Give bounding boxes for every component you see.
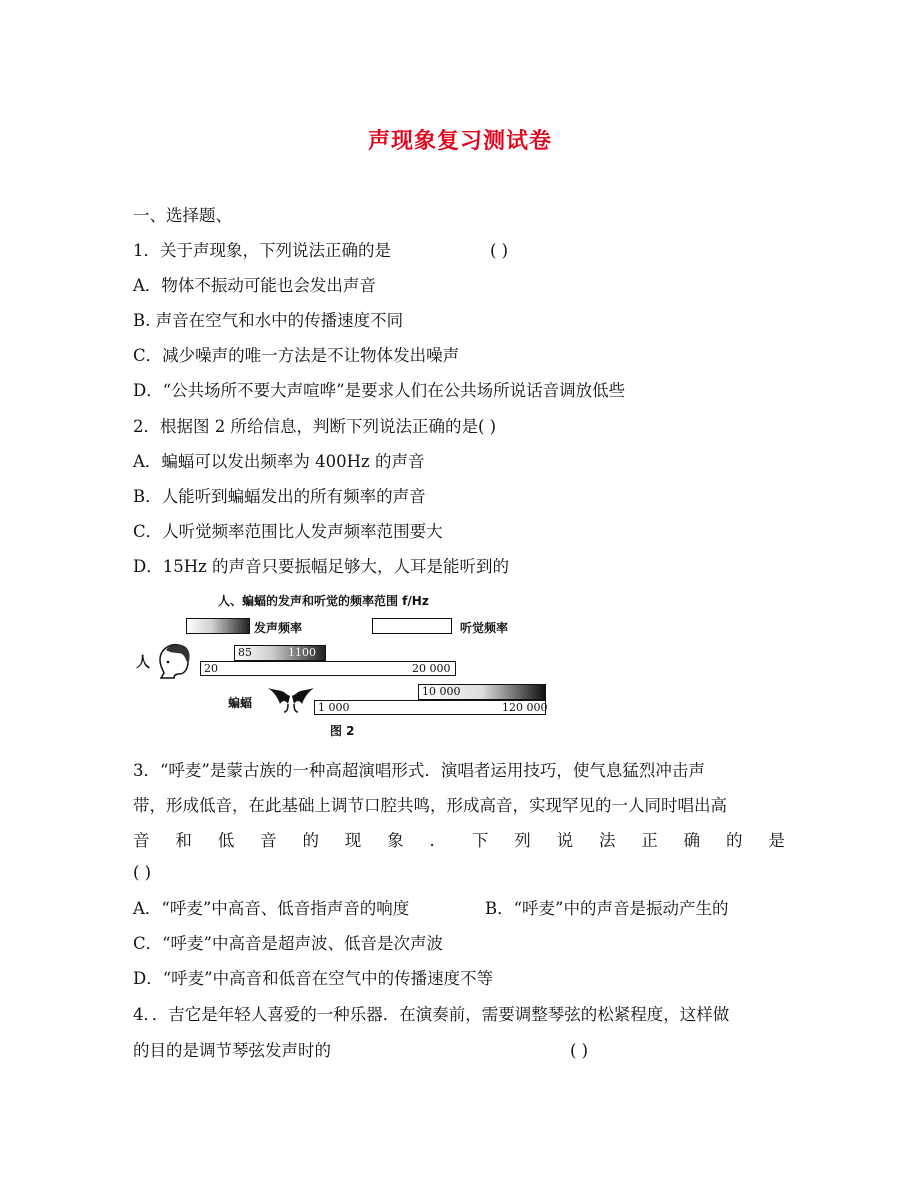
legend-hear-swatch <box>372 618 452 634</box>
frequency-range-figure <box>130 590 560 740</box>
q3-word: 的 <box>302 831 319 850</box>
q1-option-d: D．“公共场所不要大声喧哗”是要求人们在公共场所说话音调放低些 <box>133 381 626 400</box>
q3-word: 正 <box>641 831 658 850</box>
bat-icon <box>266 682 316 714</box>
q3-word: 是 <box>768 831 785 850</box>
q1-option-b: B. 声音在空气和水中的传播速度不同 <box>133 311 404 330</box>
q1-option-c: C．减少噪声的唯一方法是不让物体发出噪声 <box>133 346 460 365</box>
bat-hear-high: 120 000 <box>502 701 548 714</box>
legend-hear-label: 听觉频率 <box>460 621 509 635</box>
page-title: 声现象复习测试卷 <box>367 128 552 154</box>
figure-caption: 图 2 <box>330 724 355 738</box>
q3-word: 低 <box>217 831 235 850</box>
human-label: 人 <box>136 655 150 671</box>
legend-emit-label: 发声频率 <box>254 621 303 635</box>
q1-stem: 1．关于声现象，下列说法正确的是 <box>133 241 391 260</box>
q2-option-b: B．人能听到蝙蝠发出的所有频率的声音 <box>133 487 426 506</box>
human-hear-high: 20 000 <box>412 662 451 675</box>
q3-word: 的 <box>726 831 743 850</box>
q4-line-2: 的目的是调节琴弦发声时的 <box>133 1041 331 1060</box>
q3-answer-blank: ( ) <box>133 863 152 882</box>
q3-option-a: A．“呼麦”中高音、低音指声音的响度 <box>133 899 410 918</box>
q3-option-c: C．“呼麦”中高音是超声波、低音是次声波 <box>133 934 443 953</box>
q3-line-3 <box>133 830 785 852</box>
q3-word: 法 <box>598 831 616 850</box>
q3-word: 现 <box>344 831 362 850</box>
q3-line-2: 带，形成低音，在此基础上调节口腔共鸣，形成高音，实现罕见的一人同时唱出高 <box>133 796 727 815</box>
q2-stem: 2．根据图 2 所给信息，判断下列说法正确的是( ) <box>133 417 497 436</box>
q3-word: 音 <box>133 831 150 850</box>
q1-answer-blank: ( ) <box>490 241 509 260</box>
bat-label: 蝙蝠 <box>228 696 253 710</box>
bat-emit-low: 10 000 <box>422 685 461 698</box>
q3-word: 音 <box>260 831 277 850</box>
q4-answer-blank: ( ) <box>570 1041 589 1060</box>
q3-word: 确 <box>683 831 701 850</box>
q2-option-a: A．蝙蝠可以发出频率为 400Hz 的声音 <box>133 452 425 471</box>
human-hear-low: 20 <box>204 662 218 675</box>
q3-option-b: B．“呼麦”中的声音是振动产生的 <box>485 899 729 918</box>
q3-word: 下 <box>471 831 489 850</box>
q3-word: 列 <box>514 831 531 850</box>
q4-line-1: 4．．吉它是年轻人喜爱的一种乐器．在演奏前，需要调整琴弦的松紧程度，这样做 <box>133 1005 730 1024</box>
q2-option-c: C．人听觉频率范围比人发声频率范围要大 <box>133 522 443 541</box>
q3-word: 和 <box>175 831 192 850</box>
human-emit-low: 85 <box>238 646 252 659</box>
figure-title: 人、蝙蝠的发声和听觉的频率范围 f/Hz <box>218 594 429 608</box>
q1-option-a: A．物体不振动可能也会发出声音 <box>133 276 376 295</box>
q3-word: 说 <box>556 831 574 850</box>
human-head-icon <box>152 640 194 682</box>
q3-option-d: D．“呼麦”中高音和低音在空气中的传播速度不等 <box>133 969 494 988</box>
q3-word: 象 <box>387 831 404 850</box>
section-heading: 一、选择题、 <box>133 206 232 225</box>
q3-word: ． <box>429 831 447 850</box>
q2-option-d: D．15Hz 的声音只要振幅足够大，人耳是能听到的 <box>133 557 510 576</box>
legend-emit-swatch <box>186 618 250 634</box>
human-emit-high: 1100 <box>288 646 316 659</box>
q3-line-1: 3．“呼麦”是蒙古族的一种高超演唱形式．演唱者运用技巧，使气息猛烈冲击声 <box>133 761 705 780</box>
bat-hear-low: 1 000 <box>318 701 350 714</box>
